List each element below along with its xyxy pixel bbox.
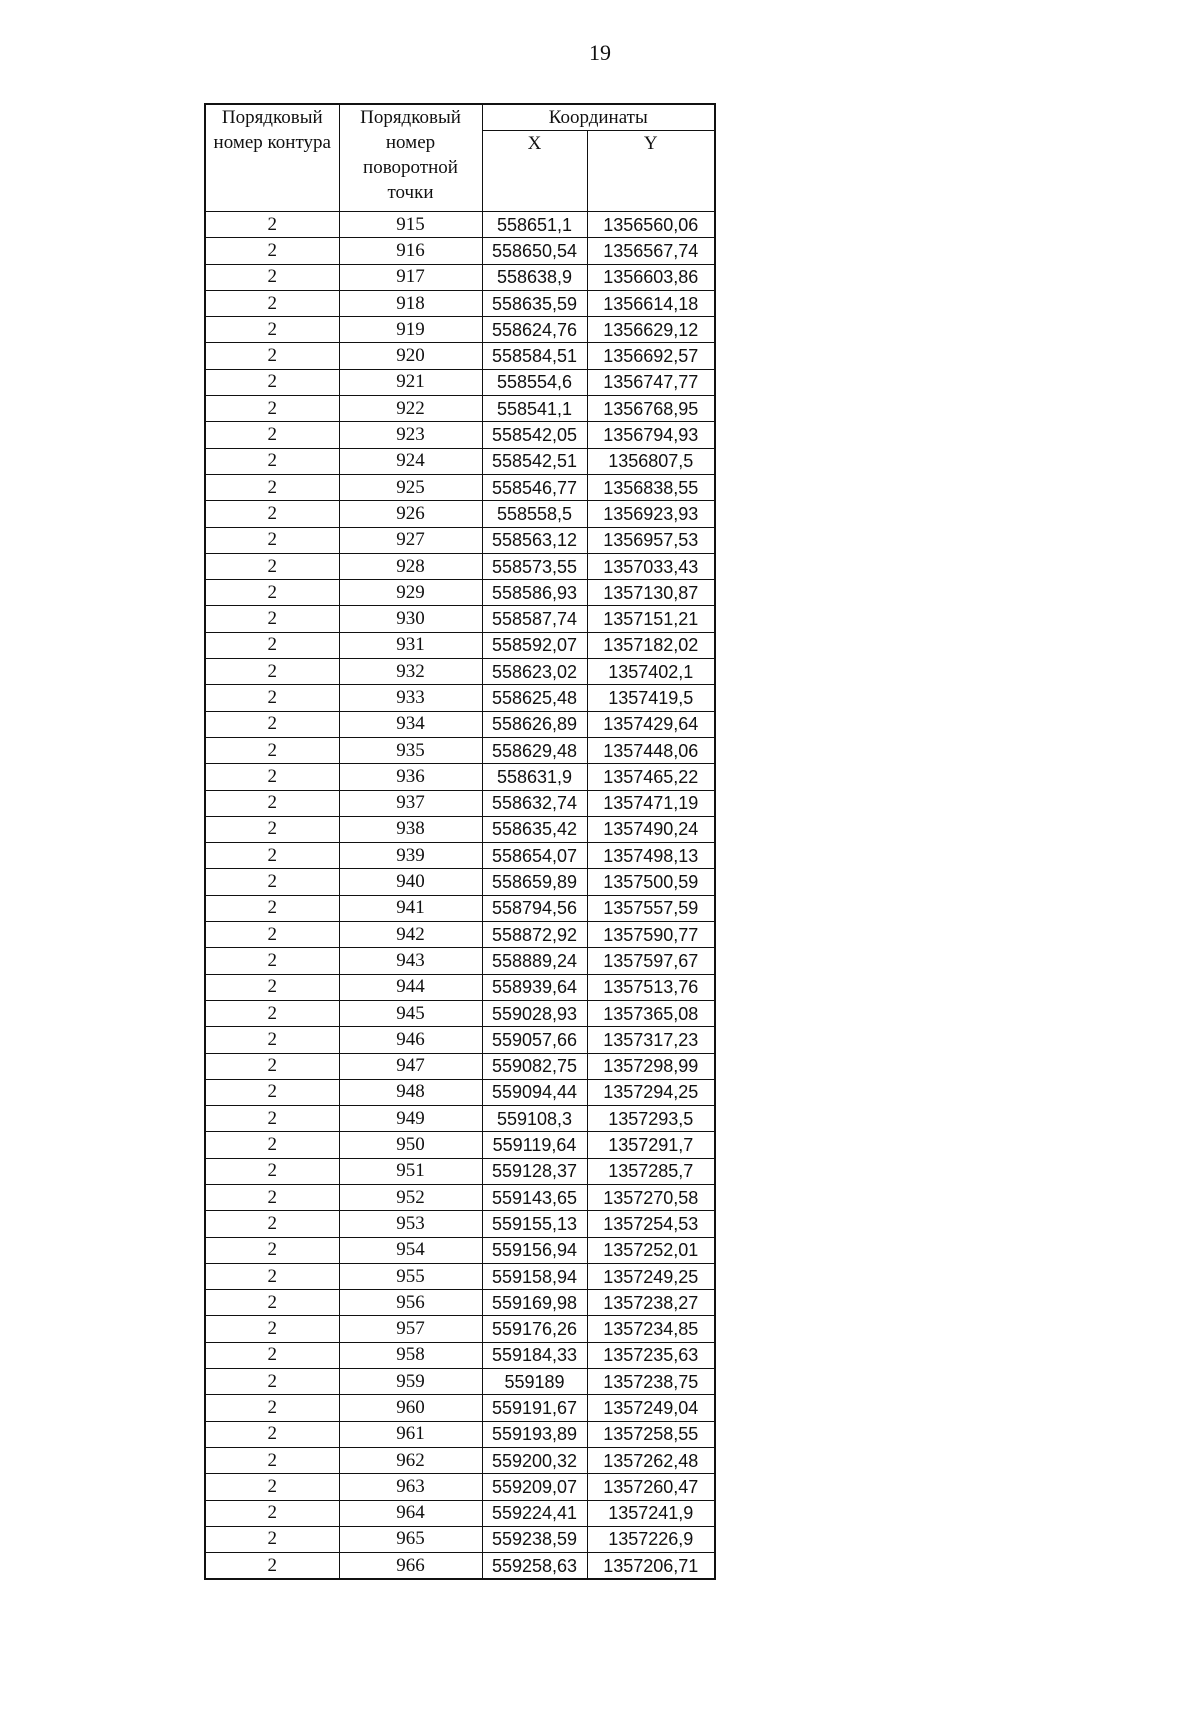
table-row <box>205 869 715 895</box>
contour-number-cell: 2 <box>205 1237 339 1263</box>
table-row <box>205 1526 715 1552</box>
point-number-cell: 958 <box>339 1342 482 1368</box>
y-coordinate-cell: 1357590,77 <box>587 922 715 948</box>
contour-number-cell: 2 <box>205 974 339 1000</box>
point-number-cell: 927 <box>339 527 482 553</box>
x-coordinate-cell: 559119,64 <box>482 1132 587 1158</box>
point-number-cell: 950 <box>339 1132 482 1158</box>
x-coordinate-cell: 558889,24 <box>482 948 587 974</box>
y-coordinate-cell: 1357258,55 <box>587 1421 715 1447</box>
table-row <box>205 1421 715 1447</box>
contour-number-cell: 2 <box>205 895 339 921</box>
contour-number-cell: 2 <box>205 1106 339 1132</box>
contour-number-cell: 2 <box>205 1395 339 1421</box>
x-coordinate-cell: 558638,9 <box>482 264 587 290</box>
x-coordinate-cell: 559128,37 <box>482 1158 587 1184</box>
point-number-cell: 925 <box>339 474 482 500</box>
point-number-cell: 934 <box>339 711 482 737</box>
x-coordinate-cell: 558631,9 <box>482 764 587 790</box>
y-coordinate-cell: 1357597,67 <box>587 948 715 974</box>
contour-number-cell: 2 <box>205 580 339 606</box>
y-coordinate-cell: 1357419,5 <box>587 685 715 711</box>
point-number-cell: 942 <box>339 922 482 948</box>
x-coordinate-cell: 558872,92 <box>482 922 587 948</box>
y-header: Y <box>587 131 715 212</box>
point-number-cell: 966 <box>339 1553 482 1580</box>
contour-number-header: Порядковый номер контура <box>205 104 339 212</box>
contour-number-cell: 2 <box>205 843 339 869</box>
contour-number-cell: 2 <box>205 1211 339 1237</box>
table-row <box>205 1316 715 1342</box>
table-row <box>205 1184 715 1210</box>
x-coordinate-cell: 559156,94 <box>482 1237 587 1263</box>
table-row <box>205 1158 715 1184</box>
y-coordinate-cell: 1357291,7 <box>587 1132 715 1158</box>
table-row <box>205 1106 715 1132</box>
x-coordinate-cell: 559189 <box>482 1369 587 1395</box>
contour-number-cell: 2 <box>205 1474 339 1500</box>
x-coordinate-cell: 559169,98 <box>482 1290 587 1316</box>
y-coordinate-cell: 1357317,23 <box>587 1027 715 1053</box>
table-row <box>205 1053 715 1079</box>
point-number-cell: 919 <box>339 317 482 343</box>
contour-number-cell: 2 <box>205 1316 339 1342</box>
x-header: X <box>482 131 587 212</box>
y-coordinate-cell: 1356957,53 <box>587 527 715 553</box>
x-coordinate-cell: 559176,26 <box>482 1316 587 1342</box>
x-coordinate-cell: 558546,77 <box>482 474 587 500</box>
table-row <box>205 1553 715 1580</box>
table-row <box>205 1211 715 1237</box>
table-body <box>205 212 715 1580</box>
x-coordinate-cell: 558542,05 <box>482 422 587 448</box>
contour-number-cell: 2 <box>205 1158 339 1184</box>
table-row <box>205 1500 715 1526</box>
x-coordinate-cell: 559155,13 <box>482 1211 587 1237</box>
contour-number-cell: 2 <box>205 1553 339 1580</box>
contour-number-cell: 2 <box>205 317 339 343</box>
table-row <box>205 1369 715 1395</box>
x-coordinate-cell: 558629,48 <box>482 737 587 763</box>
point-number-cell: 923 <box>339 422 482 448</box>
x-coordinate-cell: 558586,93 <box>482 580 587 606</box>
table-row <box>205 212 715 238</box>
table-row <box>205 1263 715 1289</box>
x-coordinate-cell: 559108,3 <box>482 1106 587 1132</box>
y-coordinate-cell: 1357234,85 <box>587 1316 715 1342</box>
contour-number-cell: 2 <box>205 1079 339 1105</box>
point-number-cell: 946 <box>339 1027 482 1053</box>
y-coordinate-cell: 1356692,57 <box>587 343 715 369</box>
y-coordinate-cell: 1357402,1 <box>587 659 715 685</box>
contour-number-cell: 2 <box>205 1290 339 1316</box>
y-coordinate-cell: 1357182,02 <box>587 632 715 658</box>
contour-number-cell: 2 <box>205 711 339 737</box>
table-row <box>205 264 715 290</box>
x-coordinate-cell: 558584,51 <box>482 343 587 369</box>
contour-number-cell: 2 <box>205 1421 339 1447</box>
y-coordinate-cell: 1357241,9 <box>587 1500 715 1526</box>
table-row <box>205 1079 715 1105</box>
x-coordinate-cell: 558654,07 <box>482 843 587 869</box>
contour-number-cell: 2 <box>205 1184 339 1210</box>
point-number-cell: 959 <box>339 1369 482 1395</box>
y-coordinate-cell: 1357151,21 <box>587 606 715 632</box>
table-row <box>205 317 715 343</box>
point-number-cell: 954 <box>339 1237 482 1263</box>
y-coordinate-cell: 1357471,19 <box>587 790 715 816</box>
point-number-cell: 926 <box>339 501 482 527</box>
table-row <box>205 948 715 974</box>
x-coordinate-cell: 559258,63 <box>482 1553 587 1580</box>
contour-number-cell: 2 <box>205 737 339 763</box>
table-row <box>205 843 715 869</box>
y-coordinate-cell: 1357260,47 <box>587 1474 715 1500</box>
point-number-cell: 951 <box>339 1158 482 1184</box>
y-coordinate-cell: 1357293,5 <box>587 1106 715 1132</box>
x-coordinate-cell: 558573,55 <box>482 553 587 579</box>
table-row <box>205 1027 715 1053</box>
point-number-cell: 930 <box>339 606 482 632</box>
point-number-cell: 937 <box>339 790 482 816</box>
table-row <box>205 711 715 737</box>
contour-number-cell: 2 <box>205 501 339 527</box>
contour-number-cell: 2 <box>205 1027 339 1053</box>
y-coordinate-cell: 1357513,76 <box>587 974 715 1000</box>
point-number-cell: 956 <box>339 1290 482 1316</box>
point-number-cell: 944 <box>339 974 482 1000</box>
table-row <box>205 737 715 763</box>
table-row <box>205 1474 715 1500</box>
point-number-cell: 917 <box>339 264 482 290</box>
contour-number-cell: 2 <box>205 448 339 474</box>
contour-number-cell: 2 <box>205 632 339 658</box>
y-coordinate-cell: 1357262,48 <box>587 1447 715 1473</box>
contour-number-cell: 2 <box>205 685 339 711</box>
x-coordinate-cell: 558624,76 <box>482 317 587 343</box>
y-coordinate-cell: 1356603,86 <box>587 264 715 290</box>
x-coordinate-cell: 558554,6 <box>482 369 587 395</box>
y-coordinate-cell: 1357294,25 <box>587 1079 715 1105</box>
table-row <box>205 895 715 921</box>
contour-number-cell: 2 <box>205 396 339 422</box>
point-number-cell: 964 <box>339 1500 482 1526</box>
y-coordinate-cell: 1356629,12 <box>587 317 715 343</box>
point-number-cell: 918 <box>339 290 482 316</box>
y-coordinate-cell: 1357500,59 <box>587 869 715 895</box>
y-coordinate-cell: 1356747,77 <box>587 369 715 395</box>
x-coordinate-cell: 558651,1 <box>482 212 587 238</box>
point-number-cell: 952 <box>339 1184 482 1210</box>
point-number-cell: 943 <box>339 948 482 974</box>
point-number-cell: 940 <box>339 869 482 895</box>
point-number-cell: 945 <box>339 1000 482 1026</box>
table-row <box>205 1132 715 1158</box>
point-number-cell: 928 <box>339 553 482 579</box>
contour-number-cell: 2 <box>205 1526 339 1552</box>
y-coordinate-cell: 1357465,22 <box>587 764 715 790</box>
x-coordinate-cell: 558563,12 <box>482 527 587 553</box>
y-coordinate-cell: 1357285,7 <box>587 1158 715 1184</box>
table-row <box>205 790 715 816</box>
point-number-cell: 957 <box>339 1316 482 1342</box>
y-coordinate-cell: 1357033,43 <box>587 553 715 579</box>
page-number: 19 <box>589 40 611 65</box>
y-coordinate-cell: 1357490,24 <box>587 816 715 842</box>
table-row <box>205 290 715 316</box>
y-coordinate-cell: 1357254,53 <box>587 1211 715 1237</box>
contour-number-cell: 2 <box>205 422 339 448</box>
x-coordinate-cell: 559057,66 <box>482 1027 587 1053</box>
table-row <box>205 764 715 790</box>
x-coordinate-cell: 559028,93 <box>482 1000 587 1026</box>
x-coordinate-cell: 559200,32 <box>482 1447 587 1473</box>
y-coordinate-cell: 1356560,06 <box>587 212 715 238</box>
y-coordinate-cell: 1357238,75 <box>587 1369 715 1395</box>
contour-number-cell: 2 <box>205 343 339 369</box>
y-coordinate-cell: 1357557,59 <box>587 895 715 921</box>
contour-number-cell: 2 <box>205 1263 339 1289</box>
table-row <box>205 501 715 527</box>
x-coordinate-cell: 558587,74 <box>482 606 587 632</box>
y-coordinate-cell: 1357270,58 <box>587 1184 715 1210</box>
point-number-cell: 922 <box>339 396 482 422</box>
table-row <box>205 974 715 1000</box>
y-coordinate-cell: 1357498,13 <box>587 843 715 869</box>
contour-number-cell: 2 <box>205 290 339 316</box>
point-number-cell: 953 <box>339 1211 482 1237</box>
contour-number-cell: 2 <box>205 1000 339 1026</box>
point-number-cell: 932 <box>339 659 482 685</box>
x-coordinate-cell: 559191,67 <box>482 1395 587 1421</box>
point-number-cell: 949 <box>339 1106 482 1132</box>
table-row <box>205 369 715 395</box>
y-coordinate-cell: 1357252,01 <box>587 1237 715 1263</box>
point-number-cell: 947 <box>339 1053 482 1079</box>
x-coordinate-cell: 558794,56 <box>482 895 587 921</box>
y-coordinate-cell: 1356794,93 <box>587 422 715 448</box>
contour-number-cell: 2 <box>205 264 339 290</box>
point-number-cell: 920 <box>339 343 482 369</box>
x-coordinate-cell: 558558,5 <box>482 501 587 527</box>
point-number-cell: 936 <box>339 764 482 790</box>
contour-number-cell: 2 <box>205 816 339 842</box>
x-coordinate-cell: 559184,33 <box>482 1342 587 1368</box>
contour-number-cell: 2 <box>205 790 339 816</box>
y-coordinate-cell: 1356923,93 <box>587 501 715 527</box>
point-number-cell: 924 <box>339 448 482 474</box>
y-coordinate-cell: 1357206,71 <box>587 1553 715 1580</box>
y-coordinate-cell: 1357238,27 <box>587 1290 715 1316</box>
table-row <box>205 1395 715 1421</box>
table-row <box>205 922 715 948</box>
point-number-cell: 938 <box>339 816 482 842</box>
contour-number-cell: 2 <box>205 1500 339 1526</box>
point-number-cell: 931 <box>339 632 482 658</box>
contour-number-cell: 2 <box>205 1369 339 1395</box>
point-number-cell: 948 <box>339 1079 482 1105</box>
x-coordinate-cell: 558635,59 <box>482 290 587 316</box>
x-coordinate-cell: 558541,1 <box>482 396 587 422</box>
point-number-cell: 921 <box>339 369 482 395</box>
table-row <box>205 527 715 553</box>
point-number-cell: 929 <box>339 580 482 606</box>
point-number-cell: 935 <box>339 737 482 763</box>
table-row <box>205 1000 715 1026</box>
contour-number-cell: 2 <box>205 948 339 974</box>
table-row <box>205 632 715 658</box>
point-number-cell: 955 <box>339 1263 482 1289</box>
contour-number-cell: 2 <box>205 1342 339 1368</box>
point-number-cell: 915 <box>339 212 482 238</box>
table-row <box>205 1237 715 1263</box>
y-coordinate-cell: 1356768,95 <box>587 396 715 422</box>
table-row <box>205 1290 715 1316</box>
x-coordinate-cell: 558626,89 <box>482 711 587 737</box>
contour-number-cell: 2 <box>205 659 339 685</box>
x-coordinate-cell: 559143,65 <box>482 1184 587 1210</box>
point-number-cell: 960 <box>339 1395 482 1421</box>
x-coordinate-cell: 558632,74 <box>482 790 587 816</box>
y-coordinate-cell: 1356567,74 <box>587 238 715 264</box>
table-row <box>205 474 715 500</box>
x-coordinate-cell: 558625,48 <box>482 685 587 711</box>
contour-number-cell: 2 <box>205 1053 339 1079</box>
x-coordinate-cell: 558939,64 <box>482 974 587 1000</box>
coordinates-table <box>204 103 716 1580</box>
table-row <box>205 343 715 369</box>
y-coordinate-cell: 1356838,55 <box>587 474 715 500</box>
contour-number-cell: 2 <box>205 922 339 948</box>
table-row <box>205 1447 715 1473</box>
table-row <box>205 422 715 448</box>
x-coordinate-cell: 558623,02 <box>482 659 587 685</box>
point-number-cell: 916 <box>339 238 482 264</box>
table-row <box>205 685 715 711</box>
point-number-cell: 941 <box>339 895 482 921</box>
contour-number-cell: 2 <box>205 553 339 579</box>
contour-number-cell: 2 <box>205 369 339 395</box>
point-number-cell: 963 <box>339 1474 482 1500</box>
y-coordinate-cell: 1356614,18 <box>587 290 715 316</box>
table-row <box>205 396 715 422</box>
y-coordinate-cell: 1357365,08 <box>587 1000 715 1026</box>
x-coordinate-cell: 558650,54 <box>482 238 587 264</box>
table-row <box>205 606 715 632</box>
x-coordinate-cell: 558592,07 <box>482 632 587 658</box>
x-coordinate-cell: 559209,07 <box>482 1474 587 1500</box>
contour-number-cell: 2 <box>205 764 339 790</box>
x-coordinate-cell: 559094,44 <box>482 1079 587 1105</box>
table-row <box>205 448 715 474</box>
table-row <box>205 816 715 842</box>
y-coordinate-cell: 1357249,04 <box>587 1395 715 1421</box>
x-coordinate-cell: 559238,59 <box>482 1526 587 1552</box>
contour-number-cell: 2 <box>205 606 339 632</box>
x-coordinate-cell: 559158,94 <box>482 1263 587 1289</box>
contour-number-cell: 2 <box>205 212 339 238</box>
x-coordinate-cell: 559193,89 <box>482 1421 587 1447</box>
contour-number-cell: 2 <box>205 474 339 500</box>
coordinates-header: Координаты <box>482 104 715 131</box>
x-coordinate-cell: 558635,42 <box>482 816 587 842</box>
table-row <box>205 580 715 606</box>
y-coordinate-cell: 1357130,87 <box>587 580 715 606</box>
point-number-cell: 961 <box>339 1421 482 1447</box>
table-row <box>205 659 715 685</box>
contour-number-cell: 2 <box>205 238 339 264</box>
x-coordinate-cell: 558659,89 <box>482 869 587 895</box>
contour-number-cell: 2 <box>205 1132 339 1158</box>
y-coordinate-cell: 1357448,06 <box>587 737 715 763</box>
contour-number-cell: 2 <box>205 527 339 553</box>
point-number-cell: 965 <box>339 1526 482 1552</box>
table-row <box>205 238 715 264</box>
x-coordinate-cell: 558542,51 <box>482 448 587 474</box>
y-coordinate-cell: 1357226,9 <box>587 1526 715 1552</box>
y-coordinate-cell: 1357429,64 <box>587 711 715 737</box>
x-coordinate-cell: 559224,41 <box>482 1500 587 1526</box>
point-number-cell: 933 <box>339 685 482 711</box>
contour-number-cell: 2 <box>205 869 339 895</box>
point-number-cell: 962 <box>339 1447 482 1473</box>
point-number-cell: 939 <box>339 843 482 869</box>
table-row <box>205 1342 715 1368</box>
x-coordinate-cell: 559082,75 <box>482 1053 587 1079</box>
table-row <box>205 553 715 579</box>
y-coordinate-cell: 1357235,63 <box>587 1342 715 1368</box>
y-coordinate-cell: 1357298,99 <box>587 1053 715 1079</box>
point-number-header: Порядковый номер поворотной точки <box>339 104 482 212</box>
contour-number-cell: 2 <box>205 1447 339 1473</box>
y-coordinate-cell: 1357249,25 <box>587 1263 715 1289</box>
y-coordinate-cell: 1356807,5 <box>587 448 715 474</box>
